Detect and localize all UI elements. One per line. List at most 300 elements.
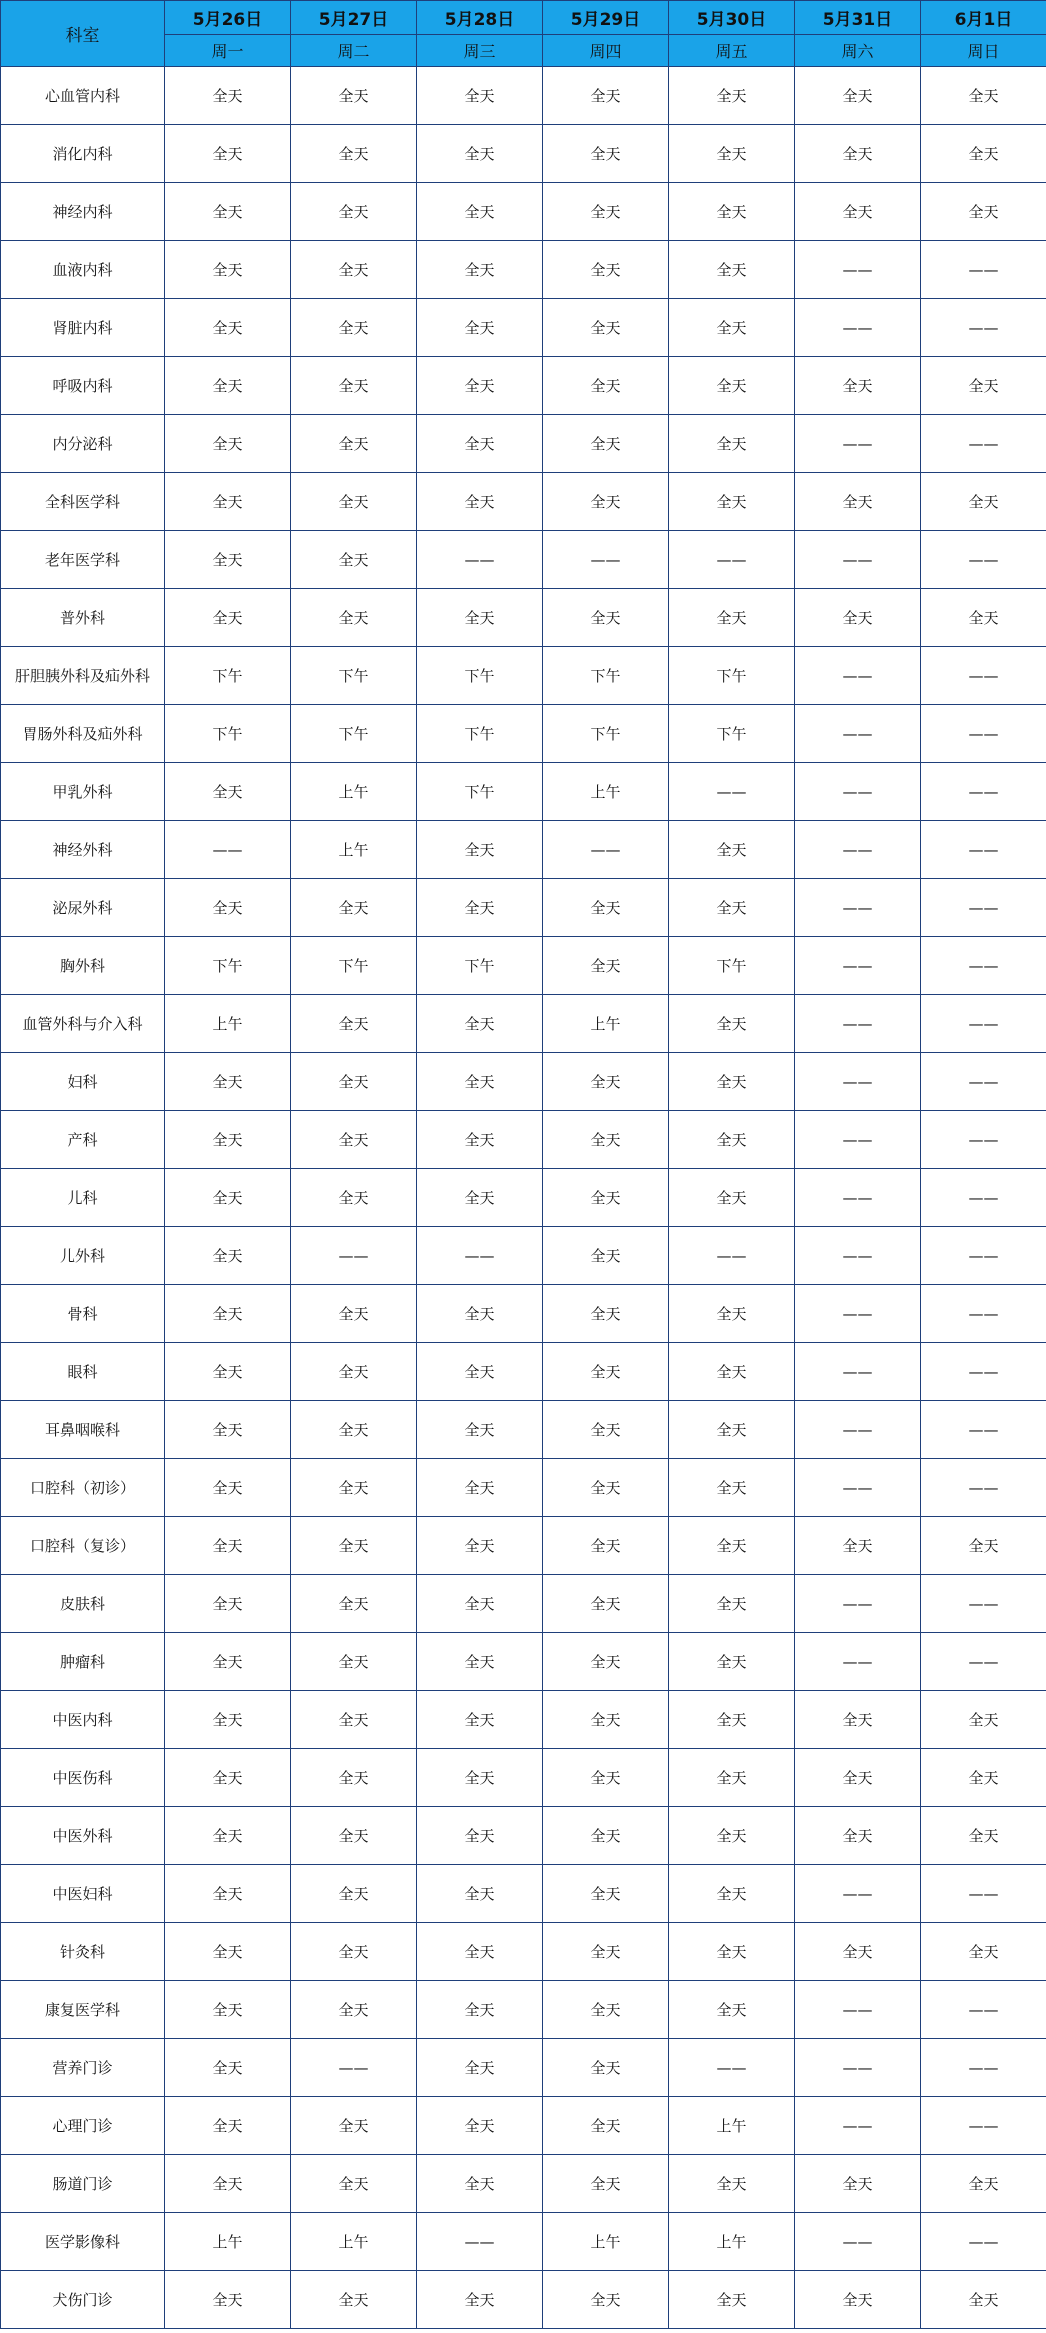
schedule-cell: 全天 (291, 473, 417, 531)
schedule-cell: 全天 (921, 589, 1046, 647)
department-name: 针灸科 (1, 1923, 165, 1981)
schedule-cell: 全天 (291, 1401, 417, 1459)
table-row (1, 125, 1046, 183)
department-name: 泌尿外科 (1, 879, 165, 937)
schedule-cell: 上午 (543, 2213, 669, 2271)
schedule-cell: 全天 (669, 1343, 795, 1401)
schedule-cell: 全天 (165, 1169, 291, 1227)
schedule-cell: 全天 (165, 299, 291, 357)
schedule-cell: 全天 (417, 1343, 543, 1401)
schedule-cell: 全天 (165, 1111, 291, 1169)
schedule-cell: 全天 (543, 1981, 669, 2039)
weekday-header: 周四 (543, 35, 669, 67)
schedule-cell: 全天 (669, 1633, 795, 1691)
schedule-cell: 全天 (165, 2097, 291, 2155)
schedule-cell: 全天 (291, 1865, 417, 1923)
department-name: 呼吸内科 (1, 357, 165, 415)
schedule-cell: —— (921, 241, 1046, 299)
department-name: 眼科 (1, 1343, 165, 1401)
schedule-cell: —— (417, 531, 543, 589)
schedule-cell: 全天 (669, 183, 795, 241)
schedule-cell: 下午 (165, 705, 291, 763)
date-header: 5月31日 (795, 1, 921, 35)
schedule-cell: 全天 (417, 299, 543, 357)
schedule-cell: —— (417, 1227, 543, 1285)
schedule-cell: —— (921, 1053, 1046, 1111)
schedule-cell: —— (921, 821, 1046, 879)
schedule-cell: 全天 (543, 1227, 669, 1285)
schedule-cell: 全天 (543, 2097, 669, 2155)
schedule-cell: 全天 (669, 67, 795, 125)
schedule-cell: 上午 (165, 2213, 291, 2271)
schedule-cell: 全天 (543, 299, 669, 357)
table-row (1, 1053, 1046, 1111)
schedule-cell: 全天 (291, 2271, 417, 2329)
department-name: 皮肤科 (1, 1575, 165, 1633)
schedule-cell: 全天 (291, 1807, 417, 1865)
department-name: 肾脏内科 (1, 299, 165, 357)
schedule-cell: 全天 (543, 1633, 669, 1691)
schedule-cell: 全天 (543, 1169, 669, 1227)
schedule-cell: 全天 (291, 1517, 417, 1575)
table-row (1, 879, 1046, 937)
table-row (1, 241, 1046, 299)
schedule-cell: 全天 (669, 241, 795, 299)
schedule-cell: 全天 (165, 473, 291, 531)
schedule-cell: —— (921, 705, 1046, 763)
table-row (1, 1111, 1046, 1169)
schedule-cell: 全天 (165, 67, 291, 125)
schedule-cell: 全天 (543, 67, 669, 125)
table-row (1, 67, 1046, 125)
schedule-cell: 全天 (669, 995, 795, 1053)
schedule-cell: —— (795, 1285, 921, 1343)
schedule-cell: —— (795, 241, 921, 299)
schedule-cell: 上午 (165, 995, 291, 1053)
department-name: 中医伤科 (1, 1749, 165, 1807)
table-row (1, 2271, 1046, 2329)
schedule-cell: —— (795, 763, 921, 821)
schedule-cell: —— (795, 1865, 921, 1923)
schedule-cell: —— (291, 1227, 417, 1285)
table-row (1, 1807, 1046, 1865)
schedule-cell: 全天 (165, 1517, 291, 1575)
schedule-cell: 全天 (921, 1749, 1046, 1807)
schedule-cell: 上午 (543, 763, 669, 821)
department-name: 神经内科 (1, 183, 165, 241)
schedule-cell: 全天 (291, 125, 417, 183)
schedule-cell: 全天 (417, 1575, 543, 1633)
schedule-cell: 全天 (417, 1517, 543, 1575)
schedule-cell: 全天 (417, 1459, 543, 1517)
schedule-body (1, 67, 1046, 2329)
schedule-cell: —— (795, 647, 921, 705)
department-name: 甲乳外科 (1, 763, 165, 821)
schedule-cell: 全天 (795, 589, 921, 647)
schedule-cell: 全天 (921, 67, 1046, 125)
schedule-cell: 全天 (291, 1923, 417, 1981)
schedule-cell: 全天 (165, 2155, 291, 2213)
department-name: 血管外科与介入科 (1, 995, 165, 1053)
schedule-cell: 全天 (291, 589, 417, 647)
schedule-cell: 全天 (543, 1575, 669, 1633)
schedule-cell: 全天 (543, 473, 669, 531)
schedule-cell: 全天 (417, 1749, 543, 1807)
schedule-cell: 下午 (543, 705, 669, 763)
table-row (1, 821, 1046, 879)
table-row (1, 1285, 1046, 1343)
department-name: 内分泌科 (1, 415, 165, 473)
schedule-cell: —— (795, 1343, 921, 1401)
schedule-cell: 全天 (417, 821, 543, 879)
table-row (1, 995, 1046, 1053)
schedule-cell: —— (921, 1633, 1046, 1691)
department-name: 胸外科 (1, 937, 165, 995)
schedule-cell: 全天 (291, 241, 417, 299)
schedule-cell: 全天 (669, 1923, 795, 1981)
department-name: 妇科 (1, 1053, 165, 1111)
schedule-cell: 全天 (921, 1691, 1046, 1749)
schedule-cell: 全天 (543, 2271, 669, 2329)
schedule-cell: 全天 (291, 1285, 417, 1343)
schedule-cell: 下午 (669, 937, 795, 995)
schedule-cell: 全天 (795, 2271, 921, 2329)
schedule-cell: —— (795, 1053, 921, 1111)
schedule-cell: 全天 (543, 415, 669, 473)
schedule-cell: —— (795, 1459, 921, 1517)
department-name: 血液内科 (1, 241, 165, 299)
schedule-cell: 全天 (795, 1691, 921, 1749)
schedule-cell: 全天 (921, 125, 1046, 183)
schedule-cell: 全天 (669, 1169, 795, 1227)
schedule-cell: —— (921, 299, 1046, 357)
schedule-cell: —— (795, 705, 921, 763)
schedule-cell: —— (543, 821, 669, 879)
schedule-cell: 全天 (291, 1343, 417, 1401)
schedule-cell: 全天 (795, 1807, 921, 1865)
schedule-cell: 全天 (669, 1285, 795, 1343)
table-row (1, 2213, 1046, 2271)
department-name: 中医外科 (1, 1807, 165, 1865)
schedule-cell: 全天 (165, 1633, 291, 1691)
schedule-cell: 全天 (291, 2155, 417, 2213)
schedule-cell: —— (795, 415, 921, 473)
department-name: 全科医学科 (1, 473, 165, 531)
table-row (1, 2155, 1046, 2213)
schedule-cell: 全天 (543, 2039, 669, 2097)
schedule-cell: —— (165, 821, 291, 879)
schedule-cell: —— (921, 1227, 1046, 1285)
table-row (1, 1517, 1046, 1575)
schedule-cell: 全天 (921, 2155, 1046, 2213)
schedule-cell: 全天 (669, 589, 795, 647)
schedule-cell: 全天 (543, 241, 669, 299)
schedule-cell: 全天 (417, 879, 543, 937)
schedule-cell: 全天 (921, 1517, 1046, 1575)
table-row (1, 1749, 1046, 1807)
schedule-cell: 全天 (165, 1343, 291, 1401)
schedule-cell: 全天 (669, 473, 795, 531)
schedule-cell: 全天 (669, 879, 795, 937)
table-row (1, 1633, 1046, 1691)
schedule-cell: 全天 (291, 67, 417, 125)
schedule-cell: —— (795, 1633, 921, 1691)
schedule-cell: 全天 (795, 67, 921, 125)
schedule-cell: 全天 (543, 1053, 669, 1111)
schedule-cell: —— (543, 531, 669, 589)
schedule-cell: —— (795, 531, 921, 589)
schedule-cell: 全天 (165, 2039, 291, 2097)
schedule-cell: 下午 (417, 705, 543, 763)
schedule-cell: —— (921, 2039, 1046, 2097)
schedule-cell: 全天 (291, 531, 417, 589)
table-row (1, 647, 1046, 705)
schedule-cell: —— (795, 995, 921, 1053)
department-name: 犬伤门诊 (1, 2271, 165, 2329)
schedule-cell: —— (795, 1169, 921, 1227)
department-name: 中医妇科 (1, 1865, 165, 1923)
schedule-cell: 全天 (165, 125, 291, 183)
table-row (1, 357, 1046, 415)
schedule-cell: 全天 (417, 1865, 543, 1923)
department-name: 产科 (1, 1111, 165, 1169)
schedule-cell: 全天 (165, 1053, 291, 1111)
schedule-cell: 全天 (543, 879, 669, 937)
department-name: 胃肠外科及疝外科 (1, 705, 165, 763)
table-row (1, 473, 1046, 531)
schedule-cell: 全天 (417, 2039, 543, 2097)
schedule-cell: 全天 (291, 1459, 417, 1517)
schedule-cell: 全天 (291, 1749, 417, 1807)
schedule-cell: 全天 (921, 183, 1046, 241)
department-name: 营养门诊 (1, 2039, 165, 2097)
schedule-cell: 全天 (165, 1807, 291, 1865)
schedule-cell: 下午 (291, 647, 417, 705)
schedule-cell: 全天 (669, 1575, 795, 1633)
schedule-cell: 全天 (165, 1865, 291, 1923)
department-name: 康复医学科 (1, 1981, 165, 2039)
schedule-cell: 全天 (417, 473, 543, 531)
schedule-cell: 全天 (543, 937, 669, 995)
schedule-cell: 全天 (165, 1575, 291, 1633)
schedule-cell: 全天 (417, 1633, 543, 1691)
department-name: 儿外科 (1, 1227, 165, 1285)
schedule-cell: 全天 (543, 183, 669, 241)
schedule-cell: 全天 (543, 1111, 669, 1169)
schedule-cell: 上午 (543, 995, 669, 1053)
schedule-cell: 全天 (165, 1981, 291, 2039)
schedule-cell: 全天 (417, 2097, 543, 2155)
schedule-cell: 全天 (291, 183, 417, 241)
schedule-cell: 全天 (795, 357, 921, 415)
schedule-cell: 下午 (669, 705, 795, 763)
schedule-cell: —— (921, 647, 1046, 705)
schedule-cell: —— (795, 821, 921, 879)
schedule-cell: 全天 (165, 1691, 291, 1749)
schedule-cell: 全天 (669, 1807, 795, 1865)
schedule-cell: 全天 (795, 1749, 921, 1807)
schedule-cell: —— (921, 1169, 1046, 1227)
table-row (1, 1865, 1046, 1923)
schedule-cell: 全天 (543, 1459, 669, 1517)
schedule-cell: 下午 (417, 647, 543, 705)
schedule-cell: 全天 (669, 1691, 795, 1749)
weekday-header: 周六 (795, 35, 921, 67)
schedule-cell: 全天 (417, 1981, 543, 2039)
schedule-cell: 全天 (669, 357, 795, 415)
schedule-cell: —— (795, 879, 921, 937)
table-row (1, 1227, 1046, 1285)
schedule-cell: 全天 (417, 2271, 543, 2329)
schedule-cell: 全天 (165, 2271, 291, 2329)
table-row (1, 705, 1046, 763)
weekday-header: 周三 (417, 35, 543, 67)
schedule-cell: 全天 (669, 2271, 795, 2329)
schedule-cell: —— (417, 2213, 543, 2271)
table-row (1, 2039, 1046, 2097)
schedule-cell: 全天 (417, 183, 543, 241)
date-header: 5月28日 (417, 1, 543, 35)
schedule-cell: 全天 (417, 1923, 543, 1981)
schedule-cell: 全天 (165, 763, 291, 821)
schedule-cell: —— (921, 2097, 1046, 2155)
schedule-cell: 全天 (417, 67, 543, 125)
schedule-cell: 全天 (669, 2155, 795, 2213)
schedule-cell: —— (921, 2213, 1046, 2271)
schedule-cell: 全天 (543, 357, 669, 415)
department-name: 心理门诊 (1, 2097, 165, 2155)
schedule-cell: 全天 (291, 1575, 417, 1633)
schedule-cell: 全天 (669, 1401, 795, 1459)
department-name: 普外科 (1, 589, 165, 647)
department-name: 儿科 (1, 1169, 165, 1227)
table-row (1, 299, 1046, 357)
schedule-cell: 全天 (291, 995, 417, 1053)
schedule-cell: 下午 (165, 647, 291, 705)
schedule-cell: —— (921, 1343, 1046, 1401)
table-row (1, 1923, 1046, 1981)
weekday-header: 周日 (921, 35, 1046, 67)
table-row (1, 1691, 1046, 1749)
schedule-cell: 全天 (795, 125, 921, 183)
schedule-cell: —— (795, 2039, 921, 2097)
schedule-cell: —— (795, 299, 921, 357)
schedule-cell: —— (921, 879, 1046, 937)
table-row (1, 937, 1046, 995)
schedule-cell: 全天 (669, 1111, 795, 1169)
schedule-cell: —— (921, 1285, 1046, 1343)
schedule-cell: —— (921, 937, 1046, 995)
table-row (1, 589, 1046, 647)
table-row (1, 1459, 1046, 1517)
schedule-cell: —— (921, 1401, 1046, 1459)
weekday-header: 周一 (165, 35, 291, 67)
schedule-cell: 全天 (165, 1401, 291, 1459)
department-name: 肝胆胰外科及疝外科 (1, 647, 165, 705)
schedule-cell: 全天 (291, 357, 417, 415)
schedule-cell: 全天 (165, 589, 291, 647)
schedule-cell: 全天 (291, 879, 417, 937)
schedule-cell: 全天 (543, 1401, 669, 1459)
schedule-cell: —— (795, 2097, 921, 2155)
department-name: 医学影像科 (1, 2213, 165, 2271)
schedule-cell: —— (921, 1459, 1046, 1517)
schedule-cell: 全天 (669, 1981, 795, 2039)
schedule-cell: 全天 (795, 1517, 921, 1575)
schedule-cell: 全天 (291, 1053, 417, 1111)
schedule-cell: 全天 (543, 1865, 669, 1923)
schedule-cell: 全天 (543, 1517, 669, 1575)
schedule-cell: —— (921, 1981, 1046, 2039)
schedule-cell: 全天 (291, 2097, 417, 2155)
schedule-cell: 全天 (921, 1807, 1046, 1865)
schedule-cell: 全天 (921, 357, 1046, 415)
schedule-cell: 全天 (417, 241, 543, 299)
schedule-cell: 全天 (165, 1749, 291, 1807)
schedule-cell: 全天 (165, 531, 291, 589)
schedule-cell: 全天 (795, 473, 921, 531)
schedule-cell: 下午 (291, 937, 417, 995)
schedule-cell: —— (921, 1111, 1046, 1169)
schedule-cell: 下午 (669, 647, 795, 705)
schedule-cell: 下午 (291, 705, 417, 763)
schedule-cell: —— (795, 1111, 921, 1169)
schedule-cell: 全天 (165, 241, 291, 299)
schedule-cell: 全天 (165, 879, 291, 937)
schedule-cell: 全天 (543, 1343, 669, 1401)
weekday-header: 周五 (669, 35, 795, 67)
schedule-cell: 全天 (543, 125, 669, 183)
table-row (1, 1981, 1046, 2039)
schedule-cell: 全天 (417, 995, 543, 1053)
schedule-cell: 上午 (669, 2097, 795, 2155)
schedule-cell: 全天 (417, 589, 543, 647)
schedule-cell: 全天 (417, 2155, 543, 2213)
schedule-cell: 全天 (165, 357, 291, 415)
department-name: 神经外科 (1, 821, 165, 879)
department-name: 口腔科（复诊） (1, 1517, 165, 1575)
department-name: 心血管内科 (1, 67, 165, 125)
schedule-cell: —— (669, 763, 795, 821)
schedule-cell: 全天 (291, 1633, 417, 1691)
date-header-row (1, 1, 1046, 35)
date-header: 5月30日 (669, 1, 795, 35)
schedule-cell: 上午 (291, 2213, 417, 2271)
schedule-cell: —— (795, 2213, 921, 2271)
schedule-cell: 上午 (291, 763, 417, 821)
table-row (1, 183, 1046, 241)
schedule-cell: 全天 (417, 1285, 543, 1343)
schedule-cell: —— (921, 415, 1046, 473)
schedule-cell: 全天 (291, 299, 417, 357)
department-name: 老年医学科 (1, 531, 165, 589)
schedule-cell: 全天 (417, 1169, 543, 1227)
schedule-cell: 全天 (417, 357, 543, 415)
table-row (1, 1401, 1046, 1459)
schedule-cell: 全天 (417, 415, 543, 473)
schedule-cell: 全天 (165, 183, 291, 241)
schedule-cell: —— (795, 937, 921, 995)
schedule-cell: 全天 (543, 589, 669, 647)
schedule-cell: 上午 (291, 821, 417, 879)
schedule-cell: 全天 (165, 1923, 291, 1981)
schedule-cell: 全天 (417, 1401, 543, 1459)
schedule-cell: 全天 (417, 1111, 543, 1169)
department-name: 骨科 (1, 1285, 165, 1343)
schedule-cell: 全天 (669, 1053, 795, 1111)
schedule-cell: 全天 (543, 1749, 669, 1807)
schedule-cell: 全天 (417, 1807, 543, 1865)
